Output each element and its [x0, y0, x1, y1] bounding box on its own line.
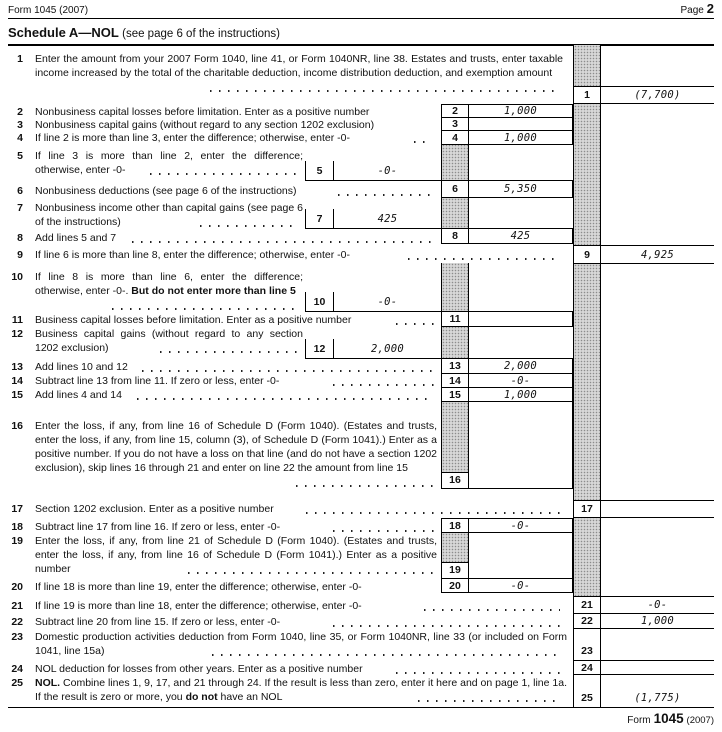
- line-24-amount[interactable]: [601, 661, 714, 674]
- line-24-box-number: 24: [574, 661, 601, 674]
- line-7-number: 7: [17, 202, 23, 214]
- header-rule: [8, 18, 714, 19]
- line-6-entry-box: [441, 180, 573, 198]
- line-25-amount[interactable]: (1,775): [634, 692, 681, 704]
- line-8-number: 8: [17, 232, 23, 244]
- dotted-leader: [112, 308, 298, 310]
- dotted-leader: [212, 654, 560, 656]
- line-6-amount[interactable]: 5,350: [503, 183, 538, 195]
- line-12-text: Business capital gains (without regard to any section 1202 exclusion): [35, 328, 303, 354]
- line-25-entry-box: [573, 674, 714, 708]
- table-top-rule: [8, 44, 714, 46]
- line-18-box-number: 18: [442, 519, 469, 532]
- line-1-number: 1: [17, 53, 23, 65]
- line-15-text: Add lines 4 and 14: [35, 389, 122, 401]
- line-14-entry-box: [441, 373, 573, 388]
- line-16-number: 16: [11, 420, 23, 432]
- dotted-leader: [338, 194, 434, 196]
- line-18-amount[interactable]: -0-: [510, 519, 531, 532]
- line-25-text: NOL. Combine lines 1, 9, 17, and 21 through 24. If the result is less than zero, enter it here and on page 1, line 1a. If the result is zero or more, you do not have an NOL: [35, 677, 567, 703]
- page-number: 2: [706, 1, 714, 16]
- line-20-amount[interactable]: -0-: [510, 579, 531, 592]
- line-19-box-number: 19: [442, 562, 468, 578]
- form-reference: Form 1045 (2007): [8, 5, 89, 16]
- line-22-entry-box: [573, 613, 714, 629]
- line-3-number: 3: [17, 119, 23, 131]
- dotted-leader: [296, 485, 434, 487]
- line-3-box-number: 3: [442, 118, 469, 130]
- shaded-area: [442, 533, 468, 562]
- line-12-number: 12: [11, 328, 23, 340]
- line-23-number: 23: [11, 631, 23, 643]
- line-22-amount[interactable]: 1,000: [640, 615, 675, 627]
- dotted-leader: [408, 258, 560, 260]
- line-9-box-number: 9: [574, 246, 601, 263]
- line-25-bold-do-not: do not: [185, 691, 218, 703]
- dotted-leader: [414, 141, 432, 143]
- line-14-box-number: 14: [442, 374, 469, 387]
- line-6-text: Nonbusiness deductions (see page 6 of the instructions): [35, 185, 297, 197]
- line-15-entry-box: [441, 387, 573, 402]
- line-4-box-number: 4: [442, 131, 469, 144]
- line-10-entry-box: [305, 292, 441, 312]
- line-24-entry-box: [573, 660, 714, 675]
- line-4-number: 4: [17, 132, 23, 144]
- line-13-amount[interactable]: 2,000: [503, 360, 538, 372]
- line-23-amount[interactable]: [601, 629, 714, 660]
- shaded-area: [441, 198, 469, 229]
- dotted-leader: [160, 351, 298, 353]
- line-13-number: 13: [11, 361, 23, 373]
- line-16-entry-box: [441, 401, 573, 489]
- shaded-area: [442, 402, 468, 472]
- line-8-entry-box: [441, 228, 573, 244]
- line-2-text: Nonbusiness capital losses before limitation. Enter as a positive number: [35, 106, 370, 118]
- line-7-box-number: 7: [306, 209, 334, 228]
- footer-form-label: Form: [627, 715, 651, 726]
- dotted-leader: [418, 700, 560, 702]
- line-8-amount[interactable]: 425: [510, 230, 531, 242]
- line-24-text: NOL deduction for losses from other years. Enter as a positive number: [35, 663, 363, 675]
- line-21-entry-box: [573, 596, 714, 614]
- line-9-number: 9: [17, 249, 23, 261]
- line-12-entry-box: [305, 339, 441, 359]
- line-21-amount[interactable]: -0-: [647, 599, 668, 611]
- dotted-leader: [424, 609, 560, 611]
- schedule-title: Schedule A—NOL: [8, 25, 119, 40]
- line-1-text: Enter the amount from your 2007 Form 1040, line 41, or Form 1040NR, line 38. Estates and trusts, enter taxable income increased by the total of the charitable deduction, income distribution deduction, and exemption amount: [35, 53, 563, 79]
- line-14-amount[interactable]: -0-: [510, 374, 531, 387]
- line-9-amount[interactable]: 4,925: [640, 248, 675, 261]
- shaded-area: [441, 326, 469, 359]
- line-13-text: Add lines 10 and 12: [35, 361, 128, 373]
- line-1-amount[interactable]: (7,700): [634, 89, 681, 101]
- dotted-leader: [333, 625, 560, 627]
- line-3-entry-box: [441, 117, 573, 131]
- dotted-leader: [210, 90, 558, 92]
- line-7-amount[interactable]: 425: [377, 212, 398, 225]
- line-19-text: Enter the loss, if any, from line 21 of Schedule D (Form 1040). (Estates and trusts, enter the loss, if any, from line 16 of Schedule D (Form 1041).) Enter as a positive number: [35, 535, 437, 575]
- line-9-text: If line 6 is more than line 8, enter the difference; otherwise, enter -0-: [35, 249, 350, 261]
- line-10-bold-text: But do not enter more than line 5: [131, 285, 296, 297]
- line-22-box-number: 22: [574, 614, 601, 628]
- line-4-entry-box: [441, 130, 573, 145]
- line-11-box-number: 11: [442, 312, 469, 326]
- dotted-leader: [333, 384, 434, 386]
- dotted-leader: [150, 173, 298, 175]
- line-22-text: Subtract line 20 from line 15. If zero or less, enter -0-: [35, 616, 281, 628]
- line-2-amount[interactable]: 1,000: [503, 105, 538, 117]
- dotted-leader: [396, 323, 434, 325]
- line-12-amount[interactable]: 2,000: [370, 342, 405, 355]
- line-20-entry-box: [441, 578, 573, 593]
- line-9-entry-box: [573, 245, 714, 264]
- dotted-leader: [200, 225, 298, 227]
- line-11-entry-box: [441, 311, 573, 327]
- dotted-leader: [306, 512, 560, 514]
- schedule-subtitle: (see page 6 of the instructions): [122, 28, 281, 40]
- line-5-box-number: 5: [306, 161, 334, 180]
- line-16-text: Enter the loss, if any, from line 16 of Schedule D (Form 1040). (Estates and trusts, enter the loss, if any, from line 15, column (3), of Schedule D (Form 1041).) Enter as a positive number. If you do not have a loss on that line (and do not have a section 1202 exclusion), skip lines 16 through 21 and enter on line 22 the amount from line 15: [35, 420, 437, 474]
- dotted-leader: [132, 241, 434, 243]
- line-10-number: 10: [11, 271, 23, 283]
- line-3-text: Nonbusiness capital gains (without regard to any section 1202 exclusion): [35, 119, 375, 131]
- line-5-amount[interactable]: -0-: [377, 164, 398, 177]
- line-19-amount[interactable]: [469, 533, 572, 578]
- line-7-entry-box: [305, 209, 441, 229]
- page-label: Page: [680, 5, 704, 16]
- line-11-amount[interactable]: [469, 312, 572, 326]
- line-22-number: 22: [11, 616, 23, 628]
- line-11-text: Business capital losses before limitation. Enter as a positive number: [35, 314, 352, 326]
- line-21-text: If line 19 is more than line 18, enter the difference; otherwise, enter -0-: [35, 600, 362, 612]
- line-13-entry-box: [441, 358, 573, 374]
- line-10-amount[interactable]: -0-: [377, 295, 398, 308]
- line-15-box-number: 15: [442, 388, 469, 401]
- line-17-number: 17: [11, 503, 23, 515]
- line-6-box-number: 6: [442, 181, 469, 197]
- line-21-box-number: 21: [574, 597, 601, 613]
- dotted-leader: [142, 370, 434, 372]
- line-5-entry-box: [305, 161, 441, 181]
- line-10-box-number: 10: [306, 292, 334, 311]
- line-16-amount[interactable]: [469, 402, 572, 488]
- line-2-number: 2: [17, 106, 23, 118]
- line-3-amount[interactable]: [469, 118, 572, 130]
- line-25-number: 25: [11, 677, 23, 689]
- dotted-leader: [188, 572, 434, 574]
- line-1-box-number: 1: [574, 87, 601, 103]
- dotted-leader: [396, 672, 560, 674]
- line-23-entry-box: [573, 628, 714, 661]
- line-19-entry-box: [441, 532, 573, 579]
- line-4-text: If line 2 is more than line 3, enter the difference; otherwise, enter -0-: [35, 132, 350, 144]
- shaded-area: [441, 144, 469, 181]
- line-20-box-number: 20: [442, 579, 469, 592]
- footer-form-year: (2007): [686, 715, 714, 726]
- dotted-leader: [333, 530, 434, 532]
- line-13-box-number: 13: [442, 359, 469, 373]
- line-5-number: 5: [17, 150, 23, 162]
- line-14-number: 14: [11, 375, 23, 387]
- line-17-amount[interactable]: [601, 501, 714, 517]
- line-4-amount[interactable]: 1,000: [503, 131, 538, 144]
- line-19-number: 19: [11, 535, 23, 547]
- line-17-entry-box: [573, 500, 714, 518]
- line-11-number: 11: [11, 314, 23, 326]
- line-16-box-number: 16: [442, 472, 468, 488]
- line-18-number: 18: [11, 521, 23, 533]
- shaded-area: [441, 263, 469, 312]
- line-20-text: If line 18 is more than line 19, enter the difference; otherwise, enter -0-: [35, 581, 362, 593]
- line-18-entry-box: [441, 518, 573, 533]
- line-10-text: If line 8 is more than line 6, enter the difference; otherwise, enter -0-. But do not enter more than line 5: [35, 271, 303, 297]
- line-23-text: Domestic production activities deduction from Form 1040, line 35, or Form 1040NR, line 33 (or included on Form 1041, line 15a): [35, 631, 567, 657]
- line-15-amount[interactable]: 1,000: [503, 388, 538, 401]
- line-7-text: Nonbusiness income other than capital gains (see page 6 of the instructions): [35, 202, 303, 228]
- line-23-box-number: 23: [574, 629, 601, 660]
- table-bottom-rule: [8, 707, 714, 708]
- line-8-box-number: 8: [442, 229, 469, 243]
- line-17-box-number: 17: [574, 501, 601, 517]
- dotted-leader: [137, 398, 434, 400]
- line-5-text: If line 3 is more than line 2, enter the difference; otherwise, enter -0-: [35, 150, 303, 176]
- footer-form-number: 1045: [653, 711, 684, 726]
- line-24-number: 24: [11, 663, 23, 675]
- line-12-box-number: 12: [306, 339, 334, 358]
- line-25-box-number: 25: [574, 675, 601, 707]
- line-20-number: 20: [11, 581, 23, 593]
- line-15-number: 15: [11, 389, 23, 401]
- line-1-entry-box: [573, 86, 714, 104]
- line-18-text: Subtract line 17 from line 16. If zero or less, enter -0-: [35, 521, 281, 533]
- line-8-text: Add lines 5 and 7: [35, 232, 117, 244]
- line-17-text: Section 1202 exclusion. Enter as a positive number: [35, 503, 274, 515]
- line-6-number: 6: [17, 185, 23, 197]
- line-2-box-number: 2: [442, 105, 469, 117]
- line-14-text: Subtract line 13 from line 11. If zero or less, enter -0-: [35, 375, 280, 387]
- line-2-entry-box: [441, 104, 573, 118]
- line-25-bold-nol: NOL.: [35, 677, 61, 689]
- line-21-number: 21: [11, 600, 23, 612]
